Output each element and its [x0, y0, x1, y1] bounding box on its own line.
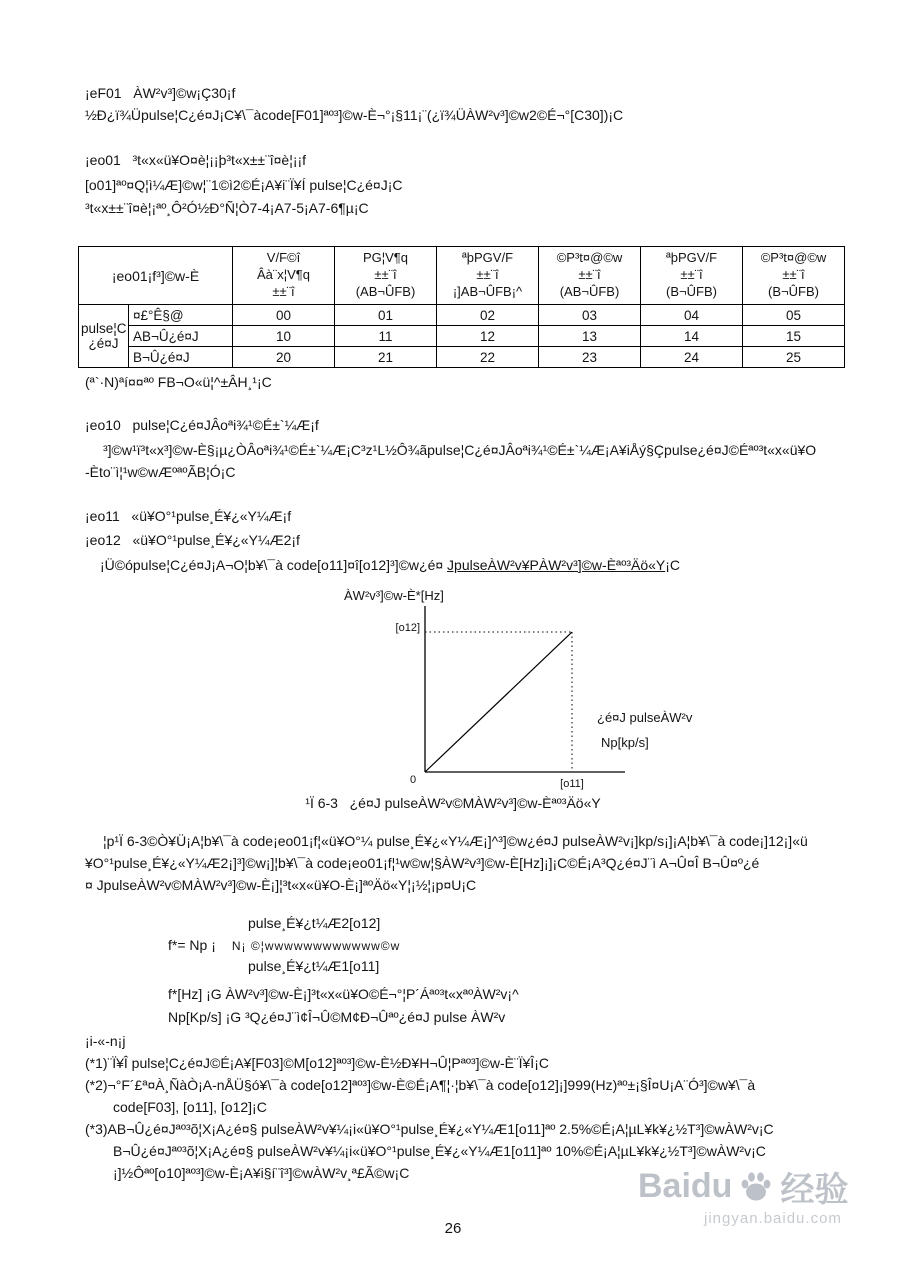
o10-line-1: ³]©w¹ï³t«x³]©w-È§¡µ¿ÒÂoªi¾¹©É±`¼Æ¡C³z¹L½Ô¾ãpulse¦C¿é¤JÂoªi¾¹©É±`¼Æ¡A¥iÅý§Çpulse¿é¤J©Éªº³t«x«ü¥O [103, 442, 817, 458]
table-header-col-4: ©P³t¤@©w ±±¨î (AB¬ÛFB) [539, 247, 641, 305]
table-note: (ª`·N)ªí¤¤ªº FB¬O«ü¦^±ÂH¸¹¡C [85, 374, 272, 390]
response-line [425, 632, 572, 772]
table-cell: 20 [233, 347, 335, 368]
explain-line-3: ¤ JpulseÀW²v©MÀW²v³]©w-È¡]¦³t«x«ü¥O-È¡]ªºÄö«Y¦¡½¦¡p¤U¡C [85, 877, 477, 893]
table-row-label: AB¬Û¿é¤J [129, 326, 233, 347]
note-3-line-3: ¡]½Ôªº[o10]ªº³]©w-È¡A¥i§í¨î³]©wÀW²v¸ª£Ã©w¡C [113, 1165, 410, 1181]
watermark-url: jingyan.baidu.com [704, 1210, 842, 1227]
table-header-col-3: ªþPGV/F ±±¨î ¡]AB¬ÛFB¡^ [437, 247, 539, 305]
formula-middle: f*= Np ¡ N¡ ©¦wwwwwwwwwwww©w [168, 937, 401, 953]
explain-line-1: ¦p¹Ï 6-3©Ò¥Ü¡A¦b¥\¯à code¡eo01¡f¦«ü¥O°¼ pulse¸É¥¿«Y¼Æ¡]^³]©w¿é¤J pulseÀW²v¡]kp/s¡]¡A¦b¥\¯à code¡]12¡]«ü [103, 833, 808, 849]
note-3-line-1: (*3)AB¬Û¿é¤Jªº³õ¦X¡A¿é¤§ pulseÀW²v¥¼¡i«ü¥O°¹pulse¸É¥¿«Y¼Æ1[o11]ªº 2.5%©É¡A¦µL¥k¥¿½T³]©wÀW²v¡C [85, 1121, 774, 1137]
section-o01-heading: ¡eo01 ³t«x«ü¥O¤è¦¡¡þ³t«x±±¨î¤è¦¡¡f [85, 152, 307, 168]
baidu-brand-cn-text: 经验 [780, 1171, 849, 1209]
table-header-col-5: ªþPGV/F ±±¨î (B¬ÛFB) [641, 247, 743, 305]
table-cell: 23 [539, 347, 641, 368]
table-cell: 12 [437, 326, 539, 347]
table-header-col-6: ©P³t¤@©w ±±¨î (B¬ÛFB) [743, 247, 845, 305]
notes-heading: ¡i-«-n¡j [85, 1033, 126, 1049]
explain-line-2: ¥O°¹pulse¸É¥¿«Y¼Æ2¡]³]©w¡]¦b¥\¯à code¡eo01¡f¦¹w©w¦§ÀW²v³]©w-È[Hz]¡]¡C©É¡A³Q¿é¤J¨ì A¬Û¤Î B¬Û¤º¿é [85, 855, 760, 871]
o10-line-2: -Èto¨ì¦¹w©wÆºªºÃB¦Ó¡C [85, 464, 236, 480]
table-cell: 11 [335, 326, 437, 347]
note-2-line-2: code[F03], [o11], [o12]¡C [113, 1099, 267, 1115]
note-3-line-2: B¬Û¿é¤Jªº³õ¦X¡A¿é¤§ pulseÀW²v¥¼¡i«ü¥O°¹pulse¸É¥¿«Y¼Æ1[o11]ªº 10%©É¡A¦µL¥k¥¿½T³]©wÀW²v¡C [113, 1143, 766, 1159]
table-cell: 01 [335, 305, 437, 326]
note-1: (*1)¨Ï¥Î pulse¦C¿é¤J©É¡A¥[F03]©M[o12]ªº³]©w-È½Ð¥H¬Û¦Pªº³]©w-È¨Ï¥Î¡C [85, 1055, 549, 1071]
table-cell: 04 [641, 305, 743, 326]
table-cell: 21 [335, 347, 437, 368]
table-cell: 05 [743, 305, 845, 326]
watermark [638, 1162, 848, 1211]
figure-annotation-2: Np[kp/s] [601, 735, 649, 750]
section-o12-heading: ¡eo12 «ü¥O°¹pulse¸É¥¿«Y¼Æ2¡f [85, 532, 300, 548]
table-header-col-1: V/F©î Âà¨x¦V¶q ±±¨î [233, 247, 335, 305]
formula-denominator: pulse¸É¥¿t¼Æ1[o11] [248, 958, 380, 974]
section-f01-body: ½Ð¿ï¾Üpulse¦C¿é¤J¡C¥\¯àcode[F01]ªº³]©w-È¬°¡§11¡¨(¿ï¾ÜÀW²v³]©w2©É¬°[C30])¡C [85, 107, 624, 123]
table-cell: 13 [539, 326, 641, 347]
o01-setting-table [78, 246, 845, 368]
table-cell: 00 [233, 305, 335, 326]
table-cell: 02 [437, 305, 539, 326]
table-header-col-2: PG¦V¶q ±±¨î (AB¬ÛFB) [335, 247, 437, 305]
figure-x-ref-label: [o11] [560, 778, 584, 790]
table-row-label: ¤£°Ê§@ [129, 305, 233, 326]
figure-caption: ¹Ï 6-3 ¿é¤J pulseÀW²v©MÀW²v³]©w-Èªº³Äö«Y [305, 795, 601, 811]
o12-paragraph: ¡Ü©ópulse¦C¿é¤J¡A¬O¦b¥\¯à code[o11]¤î[o12]³]©w¿é¤ JpulseÀW²v¥PÀW²v³]©w-Èªº³Äö«Y¡C [100, 557, 681, 573]
definition-np: Np[Kp/s] ¡G ³Q¿é¤J¨ì¢Î¬Û©M¢Ð¬Ûªº¿é¤J pulse ÀW²v [168, 1009, 506, 1025]
figure-y-ref-label: [o12] [395, 622, 420, 634]
paw-icon [738, 1169, 774, 1205]
table-cell: 22 [437, 347, 539, 368]
table-row-label: B¬Û¿é¤J [129, 347, 233, 368]
table-cell: 14 [641, 326, 743, 347]
note-2-line-1: (*2)¬°F´£ª¤À¸ÑàÒ¡A-nÅÜ§ó¥\¯à code[o12]ªº³]©w-È©É¡A¶¦·¦b¥\¯à code[o12]¡]999(Hz)ªº±¡§Î¤U¡A¨Ó³]©w¥\¯à [85, 1077, 756, 1093]
table-cell: 15 [743, 326, 845, 347]
figure-annotation-1: ¿é¤J pulseÀW²v [597, 710, 693, 725]
formula-numerator: pulse¸É¥¿t¼Æ2[o12] [248, 915, 381, 931]
section-o10-heading: ¡eo10 pulse¦C¿é¤JÂoªi¾¹©É±`¼Æ¡f [85, 417, 319, 433]
page-number: 26 [444, 1220, 462, 1237]
section-o11-heading: ¡eo11 «ü¥O°¹pulse¸É¥¿«Y¼Æ¡f [85, 508, 292, 524]
table-row [79, 326, 845, 347]
table-cell: 24 [641, 347, 743, 368]
table-row [79, 305, 845, 326]
baidu-brand-text: Baidu [638, 1167, 733, 1205]
table-corner-cell: ¡eo01¡f³]©w-È [79, 247, 233, 305]
table-row [79, 347, 845, 368]
figure-origin-label: 0 [410, 774, 417, 786]
table-cell: 10 [233, 326, 335, 347]
definition-fstar: f*[Hz] ¡G ÀW²v³]©w-È¡]³t«x«ü¥O©É¬°¦P´Áªº³t«xªºÀW²v¡^ [168, 986, 519, 1002]
o01-line-2: ³t«x±±¨î¤è¦¡ªº¸Ô²Ó½Ð°Ñ¦Ò7-4¡A7-5¡A7-6¶µ¡C [85, 200, 369, 216]
table-cell: 25 [743, 347, 845, 368]
figure-y-axis-label: ÀW²v³]©w-È*[Hz] [344, 588, 444, 603]
section-f01-heading: ¡eF01 ÀW²v³]©w¡Ç30¡f [85, 85, 236, 101]
o01-line-1: [o01]ªº¤Q¦ì¼Æ]©w¦¨1©ì2©É¡A¥i¨Ï¥Í pulse¦C¿é¤J¡C [85, 177, 403, 193]
table-row-group-label: pulse¦C ¿é¤J [79, 305, 129, 368]
figure-chart [380, 598, 660, 793]
table-cell: 03 [539, 305, 641, 326]
